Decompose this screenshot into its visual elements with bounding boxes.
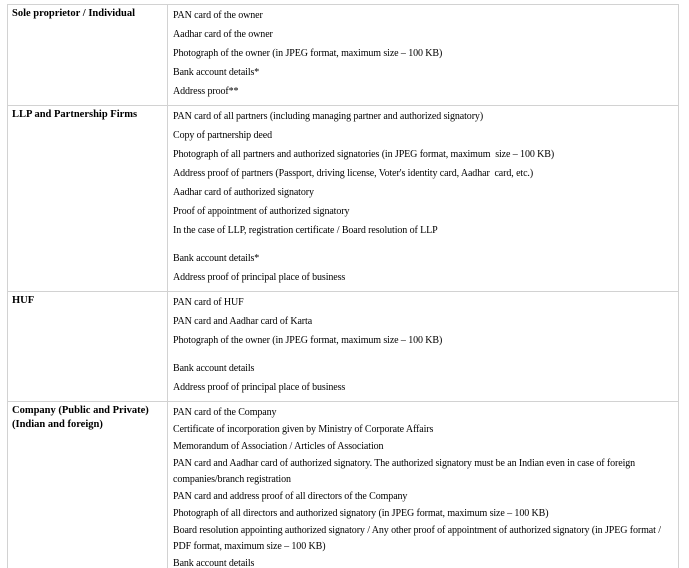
document-item: Certificate of incorporation given by Ministry of Corporate Affairs xyxy=(173,424,434,435)
document-item: Memorandum of Association / Articles of Association xyxy=(173,441,384,452)
documents-cell xyxy=(168,402,679,568)
entity-type-cell xyxy=(8,5,168,106)
document-item: In the case of LLP, registration certificate / Board resolution of LLP xyxy=(173,225,438,236)
document-item: PAN card and Aadhar card of authorized signatory. The authorized signatory must be an Indian even in case of foreign companies/branch registration xyxy=(173,458,638,485)
document-item: PAN card of the Company xyxy=(173,407,277,418)
entity-type-label: LLP and Partnership Firms xyxy=(12,109,138,120)
document-item: Address proof of principal place of business xyxy=(173,382,346,393)
documents-cell xyxy=(168,106,679,292)
table-row xyxy=(8,292,679,402)
document-item: Address proof of principal place of business xyxy=(173,272,346,283)
document-item: Address proof of partners (Passport, driving license, Voter's identity card, Aadhar card, etc.) xyxy=(173,168,534,179)
table-row xyxy=(8,5,679,106)
blank-line xyxy=(173,242,674,251)
blank-line xyxy=(173,352,674,361)
document-item: Bank account details* xyxy=(173,67,260,78)
entity-type-cell xyxy=(8,106,168,292)
table-body xyxy=(8,5,679,568)
table-row xyxy=(8,402,679,568)
document-item: PAN card of HUF xyxy=(173,297,244,308)
document-item: Copy of partnership deed xyxy=(173,130,272,141)
document-item: PAN card and address proof of all directors of the Company xyxy=(173,491,408,502)
table-row xyxy=(8,106,679,292)
document-item: Bank account details xyxy=(173,558,255,568)
document-item: PAN card of the owner xyxy=(173,10,263,21)
entity-type-label: HUF xyxy=(12,295,35,306)
document-item: Photograph of all directors and authorized signatory (in JPEG format, maximum size – 100 KB) xyxy=(173,508,549,519)
documents-cell xyxy=(168,292,679,402)
document-item: Photograph of the owner (in JPEG format, maximum size – 100 KB) xyxy=(173,335,443,346)
document-item: Aadhar card of authorized signatory xyxy=(173,187,314,198)
document-item: Photograph of the owner (in JPEG format, maximum size – 100 KB) xyxy=(173,48,443,59)
entity-type-label: Sole proprietor / Individual xyxy=(12,8,136,19)
entity-type-cell xyxy=(8,292,168,402)
document-item: Aadhar card of the owner xyxy=(173,29,273,40)
document-item: Bank account details* xyxy=(173,253,260,264)
gst-documents-table xyxy=(7,4,679,568)
document-item: Board resolution appointing authorized signatory / Any other proof of appointment of authorized signatory (in JPEG format / PDF format, maximum size – 100 KB) xyxy=(173,525,664,552)
entity-type-label: Company (Public and Private) (Indian and foreign) xyxy=(12,405,149,430)
documents-cell xyxy=(168,5,679,106)
document-item: Proof of appointment of authorized signatory xyxy=(173,206,350,217)
entity-type-cell xyxy=(8,402,168,568)
document-item: Address proof** xyxy=(173,86,239,97)
document-item: PAN card of all partners (including managing partner and authorized signatory) xyxy=(173,111,484,122)
document-item: Bank account details xyxy=(173,363,255,374)
document-item: Photograph of all partners and authorized signatories (in JPEG format, maximum size – 100 KB) xyxy=(173,149,555,160)
document-item: PAN card and Aadhar card of Karta xyxy=(173,316,313,327)
